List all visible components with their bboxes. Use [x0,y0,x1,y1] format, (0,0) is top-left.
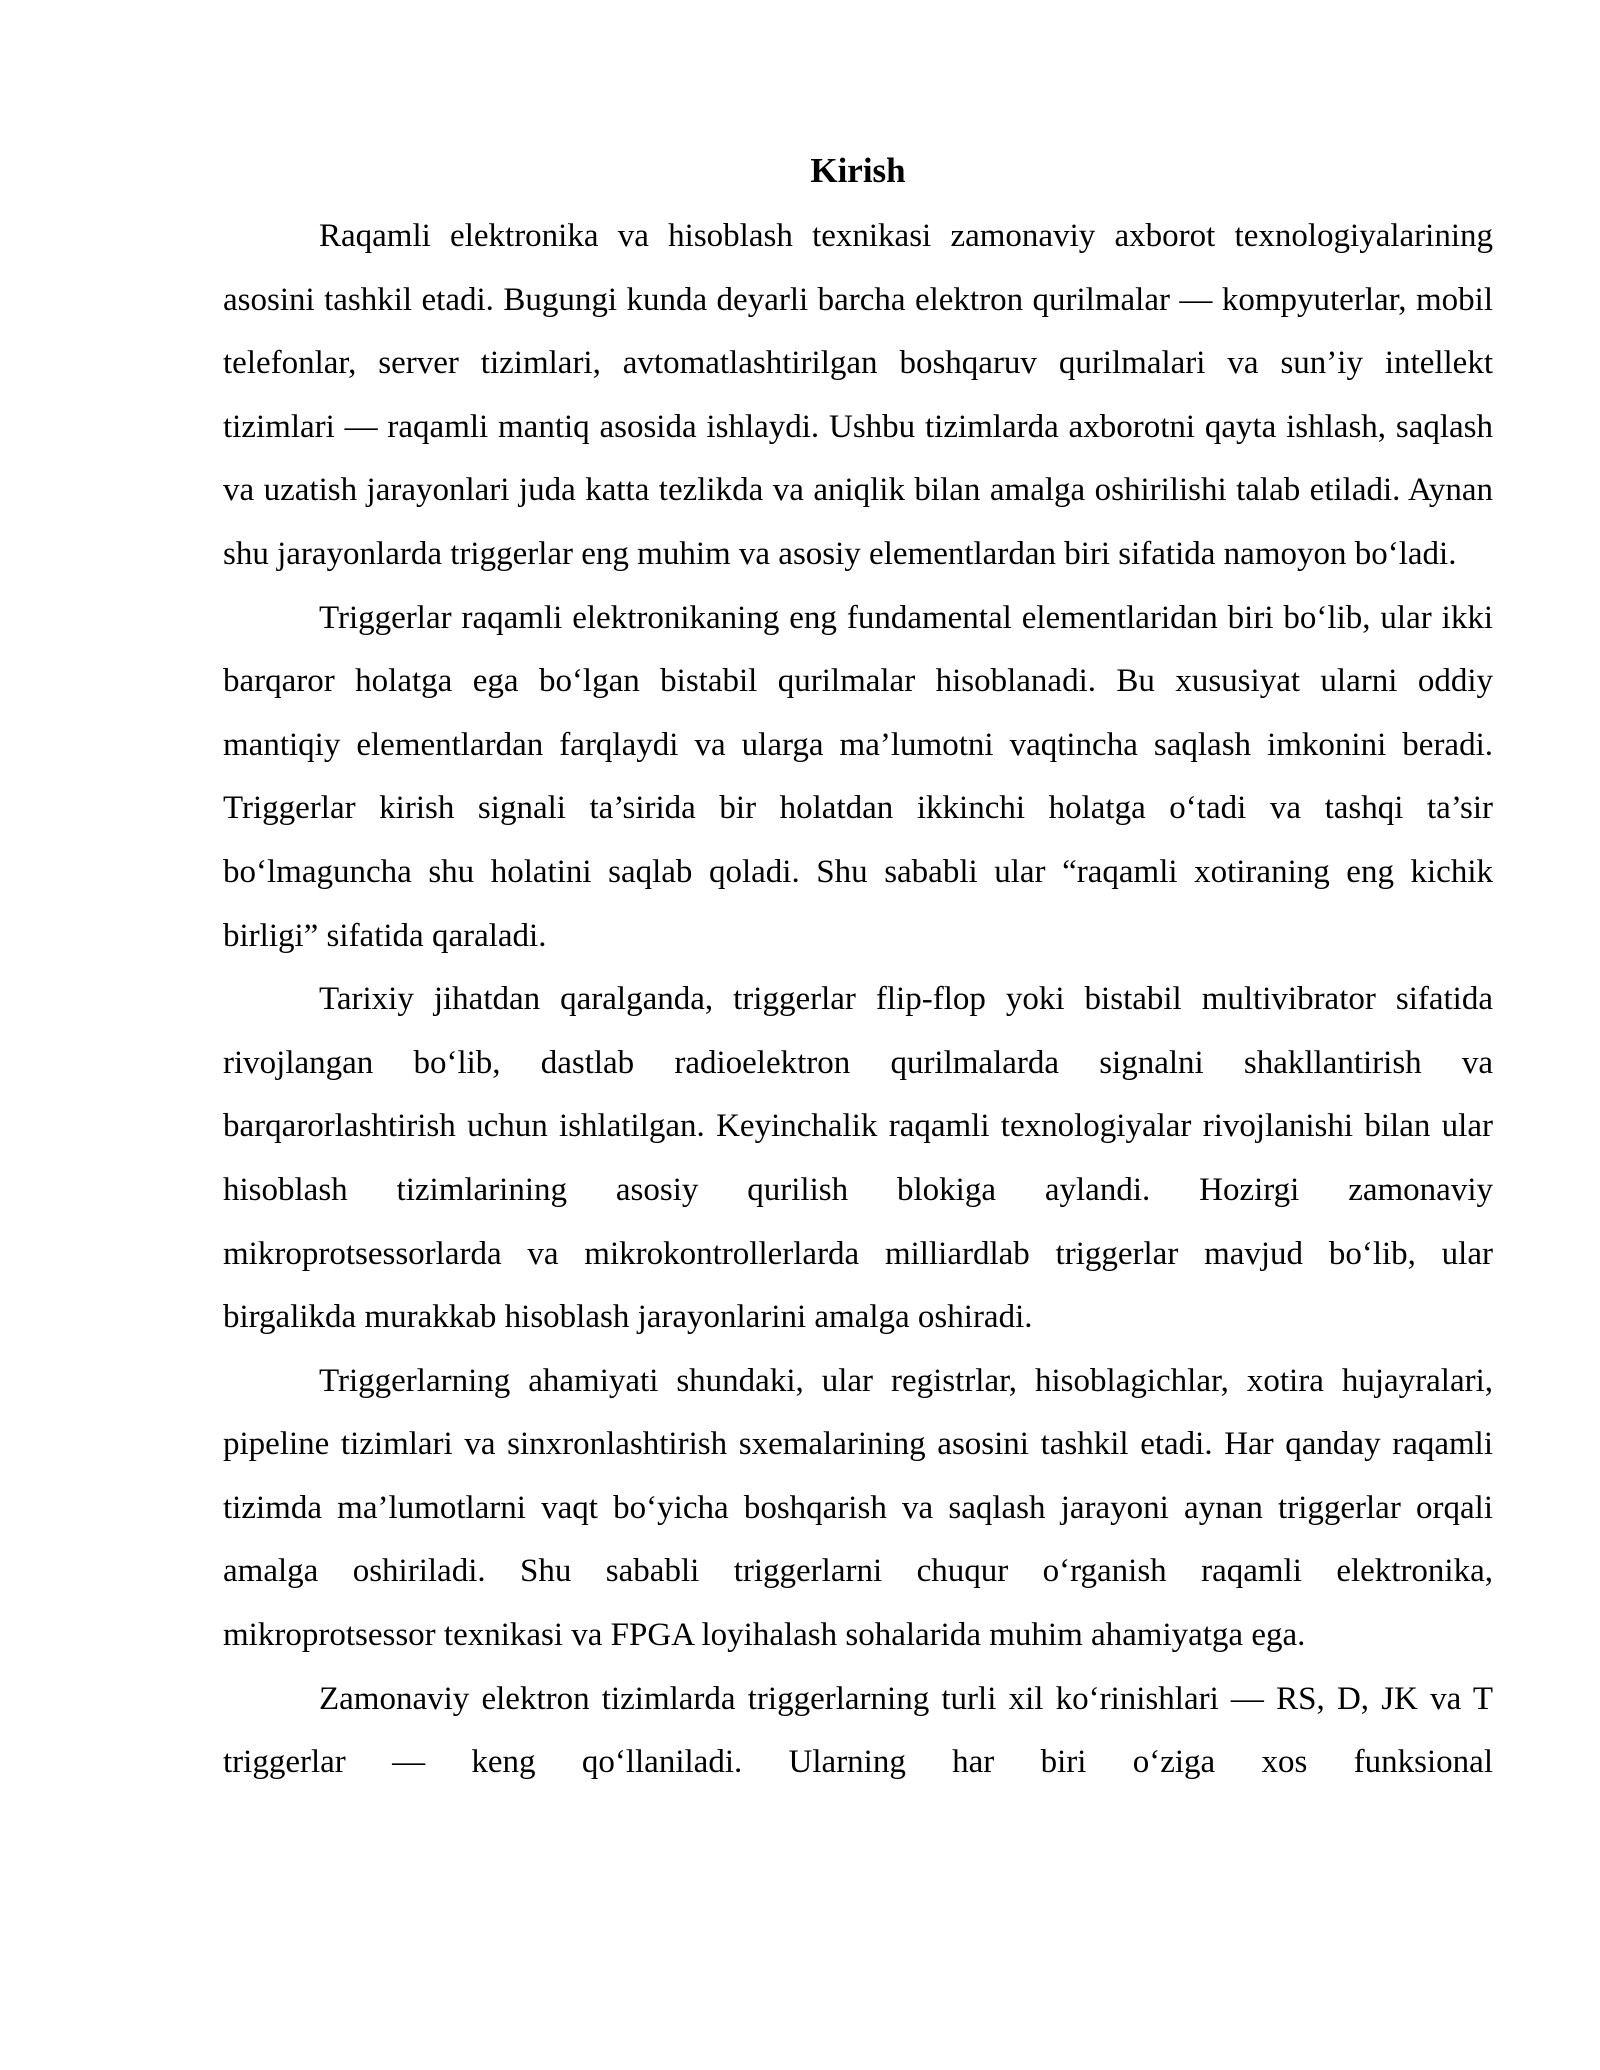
document-body [223,145,1493,1795]
paragraph-2: Triggerlar raqamli elektronikaning eng fundamental elementlaridan biri boʻlib, ular ikki barqaror holatga ega boʻlgan bistabil qurilmalar hisoblanadi. Bu xususiyat ularni oddiy mantiqiy elementlardan farqlaydi va ularga ma’lumotni vaqtincha saqlash imkonini beradi. Triggerlar kirish signali ta’sirida bir holatdan ikkinchi holatga oʻtadi va tashqi ta’sir boʻlmaguncha shu holatini saqlab qoladi. Shu sababli ular “raqamli xotiraning eng kichik birligi” sifatida qaraladi. [223,599,1493,954]
paragraph-5: Zamonaviy elektron tizimlarda triggerlarning turli xil koʻrinishlari — RS, D, JK va T triggerlar — keng qoʻllaniladi. Ularning har biri oʻziga xos funksional [223,1680,1493,1781]
page-title: Kirish [810,151,906,190]
paragraph-1: Raqamli elektronika va hisoblash texnikasi zamonaviy axborot texnologiyalarining asosini tashkil etadi. Bugungi kunda deyarli barcha elektron qurilmalar — kompyuterlar, mobil telefonlar, server tizimlari, avtomatlashtirilgan boshqaruv qurilmalari va sun’iy intellekt tizimlari — raqamli mantiq asosida ishlaydi. Ushbu tizimlarda axborotni qayta ishlash, saqlash va uzatish jarayonlari juda katta tezlikda va aniqlik bilan amalga oshirilishi talab etiladi. Aynan shu jarayonlarda triggerlar eng muhim va asosiy elementlardan biri sifatida namoyon boʻladi. [223,218,1493,572]
paragraph-4: Triggerlarning ahamiyati shundaki, ular registrlar, hisoblagichlar, xotira hujayralari, pipeline tizimlari va sinxronlashtirish sxemalarining asosini tashkil etadi. Har qanday raqamli tizimda ma’lumotlarni vaqt boʻyicha boshqarish va saqlash jarayoni aynan triggerlar orqali amalga oshiriladi. Shu sababli triggerlarni chuqur oʻrganish raqamli elektronika, mikroprotsessor texnikasi va FPGA loyihalash sohalarida muhim ahamiyatga ega. [223,1362,1493,1654]
paragraph-3: Tarixiy jihatdan qaralganda, triggerlar flip-flop yoki bistabil multivibrator sifatida rivojlangan boʻlib, dastlab radioelektron qurilmalarda signalni shakllantirish va barqarorlashtirish uchun ishlatilgan. Keyinchalik raqamli texnologiyalar rivojlanishi bilan ular hisoblash tizimlarining asosiy qurilish blokiga aylandi. Hozirgi zamonaviy mikroprotsessorlarda va mikrokontrollerlarda milliardlab triggerlar mavjud boʻlib, ular birgalikda murakkab hisoblash jarayonlarini amalga oshiradi. [223,981,1493,1336]
